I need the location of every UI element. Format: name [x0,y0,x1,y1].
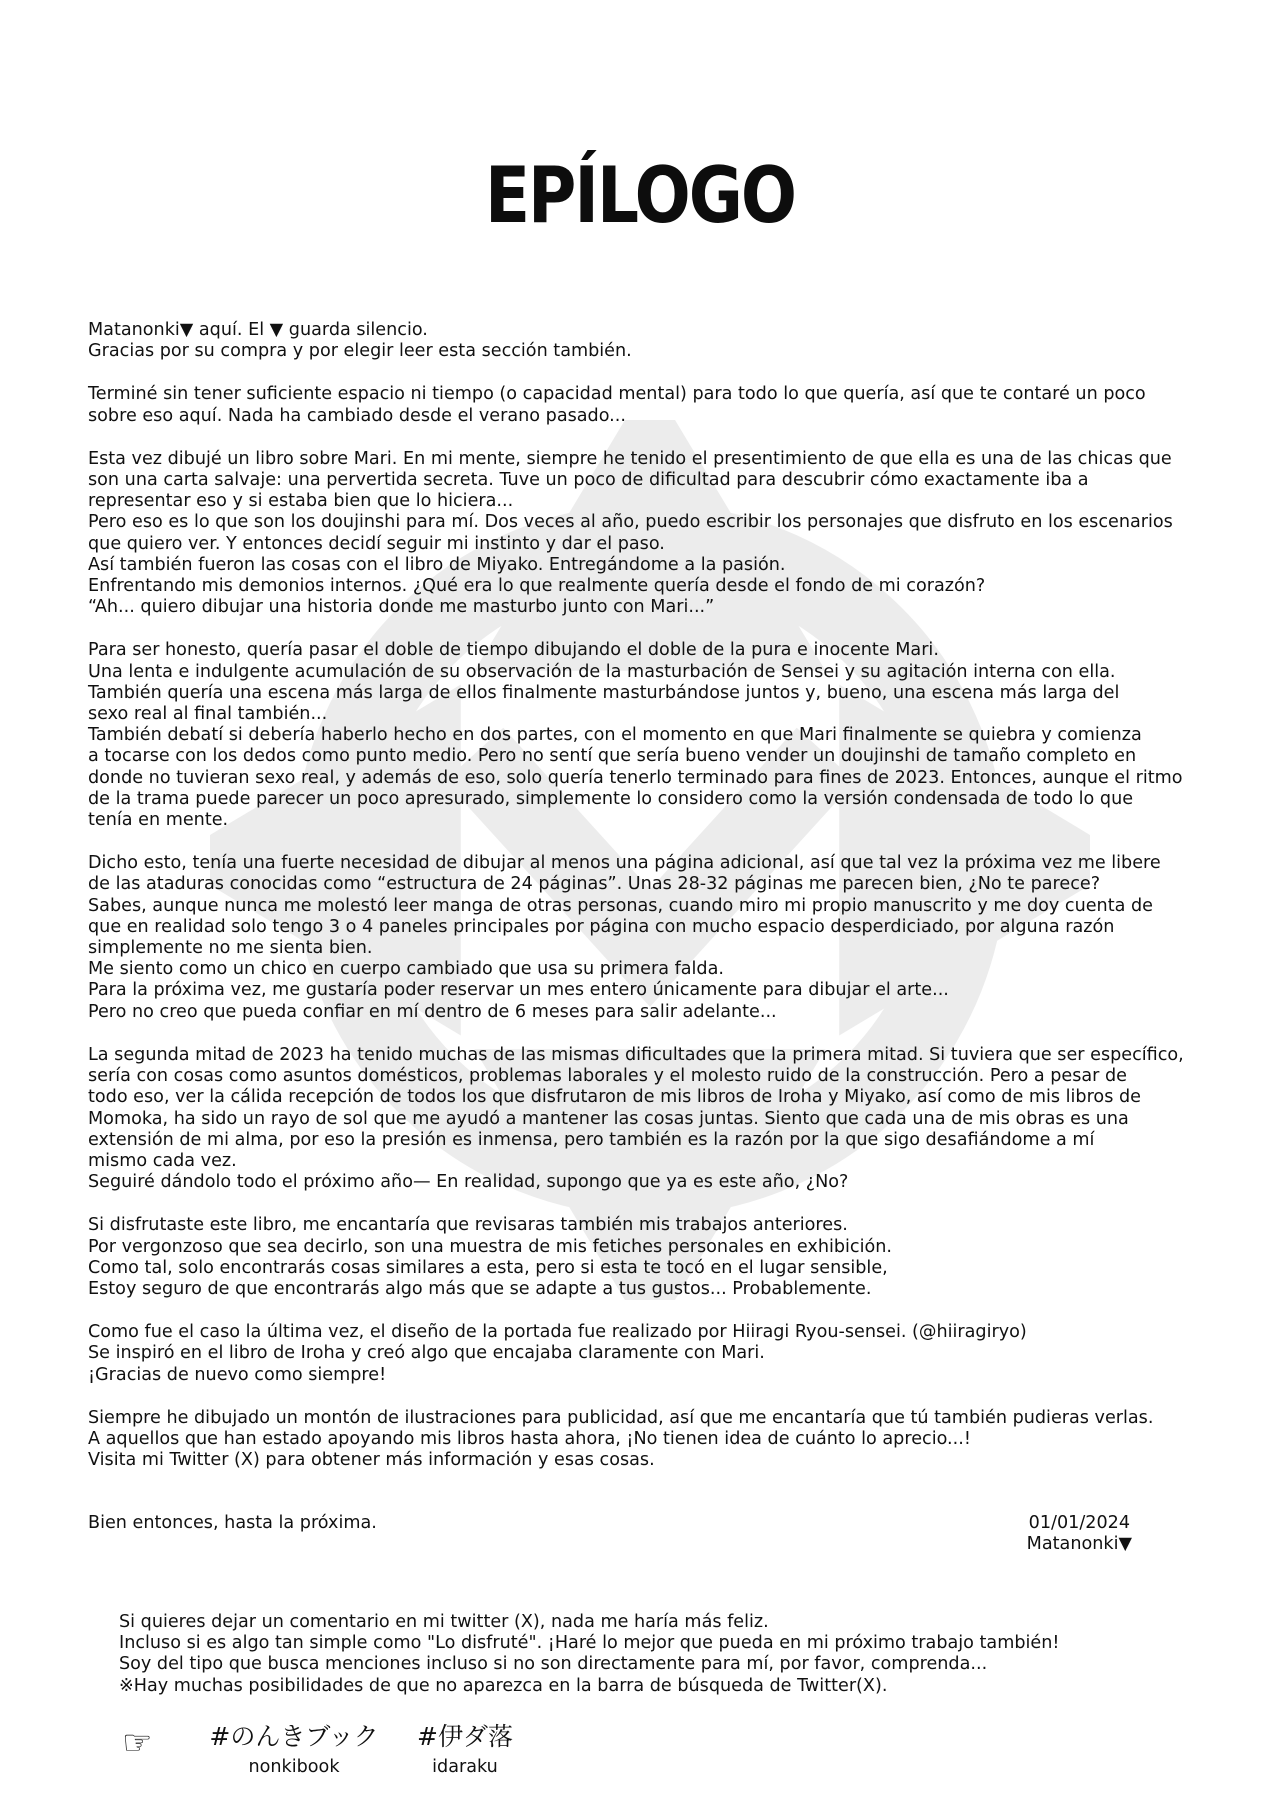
paragraph [88,853,1198,1023]
paragraph-line: Visita mi Twitter (X) para obtener más información y esas cosas. [88,1450,655,1471]
paragraph-line: extensión de mi alma, por eso la presión es inmensa, pero también es la razón por la que sigo desafiándome a mí [88,1129,1095,1150]
paragraph-line: Gracias por su compra y por elegir leer esta sección también. [88,341,632,362]
paragraph-line: Se inspiró en el libro de Iroha y creó algo que encajaba claramente con Mari. [88,1343,765,1364]
paragraph-line: Dicho esto, tenía una fuerte necesidad de dibujar al menos una página adicional, así que tal vez la próxima vez me libere [88,853,1161,874]
paragraph-line: También quería una escena más larga de ellos finalmente masturbándose juntos y, bueno, una escena más larga del [88,682,1120,703]
hashtag-nonkibook [204,1722,384,1778]
paragraph [88,449,1198,619]
paragraph-line: sobre eso aquí. Nada ha cambiado desde el verano pasado... [88,405,626,426]
paragraph-line: son una carta salvaje: una pervertida secreta. Tuve un poco de dificultad para descubrir cómo exactamente iba a [88,470,1089,491]
paragraph-line: Para la próxima vez, me gustaría poder reservar un mes entero únicamente para dibujar el arte... [88,980,949,1001]
paragraph [88,640,1198,831]
paragraph-line: Como tal, solo encontrarás cosas similares a esta, pero si esta te tocó en el lugar sensible, [88,1257,888,1278]
paragraph-line: Momoka, ha sido un rayo de sol que me ayudó a mantener las cosas juntas. Siento que cada una de mis obras es una [88,1108,1129,1129]
paragraph-line: de las ataduras conocidas como “estructura de 24 páginas”. Unas 28-32 páginas me parecen bien, ¿No te parece? [88,874,1101,895]
paragraph-line: Matanonki▼ aquí. El ▼ guarda silencio. [88,320,428,340]
pointing-hand-icon: ☞ [122,1723,153,1763]
paragraph-line: Como fue el caso la última vez, el diseño de la portada fue realizado por Hiiragi Ryou-sensei. (@hiiragiryo) [88,1322,1027,1343]
paragraph-line: Pero no creo que pueda confiar en mí dentro de 6 meses para salir adelante... [88,1001,777,1022]
paragraph-line: “Ah... quiero dibujar una historia donde me masturbo junto con Mari...” [88,597,715,618]
paragraph [88,1215,1198,1300]
signature-date: 01/01/2024 [1028,1513,1131,1533]
hashtag-romaji: nonkibook [248,1757,340,1777]
paragraph [88,1408,1198,1472]
paragraph [88,384,1198,426]
hashtag-romaji: idaraku [432,1757,498,1777]
hashtags [122,1722,722,1792]
epilogue-body [88,320,1198,1493]
paragraph-line: La segunda mitad de 2023 ha tenido muchas de las mismas dificultades que la primera mitad. Si tuviera que ser específico, [88,1044,1184,1065]
paragraph-line: Pero eso es lo que son los doujinshi para mí. Dos veces al año, puedo escribir los personajes que disfruto en los escenarios [88,512,1173,533]
paragraph-line: También debatí si debería haberlo hecho en dos partes, con el momento en que Mari finalmente se quiebra y comienza [88,725,1142,746]
paragraph-line: que en realidad solo tengo 3 o 4 paneles principales por página con mucho espacio desperdiciado, por alguna razón [88,916,1115,937]
paragraph-line: Enfrentando mis demonios internos. ¿Qué era lo que realmente quería desde el fondo de mi corazón? [88,576,986,597]
paragraph-line: Esta vez dibujé un libro sobre Mari. En mi mente, siempre he tenido el presentimiento de que ella es una de las chicas que [88,448,1172,469]
closing-line: Bien entonces, hasta la próxima. [88,1513,377,1533]
paragraph-line: Seguiré dándolo todo el próximo año— En realidad, supongo que ya es este año, ¿No? [88,1172,849,1193]
footer-note-line: Incluso si es algo tan simple como "Lo disfruté". ¡Haré lo mejor que pueda en mi próximo trabajo también! [119,1633,1060,1654]
paragraph-line: Para ser honesto, quería pasar el doble de tiempo dibujando el doble de la pura e inocente Mari. [88,640,939,661]
paragraph-line: Estoy seguro de que encontrarás algo más que se adapte a tus gustos... Probablemente. [88,1278,872,1299]
hashtag-text: #のんきブック [209,1722,379,1751]
paragraph-line: ¡Gracias de nuevo como siempre! [88,1364,387,1385]
paragraph-line: que quiero ver. Y entonces decidí seguir mi instinto y dar el paso. [88,533,665,554]
hashtag-idaraku [400,1722,530,1778]
paragraph-line: Terminé sin tener suficiente espacio ni tiempo (o capacidad mental) para todo lo que quería, así que te contaré un poco [88,384,1146,405]
signature-block [1027,1513,1132,1555]
paragraph-line: Sabes, aunque nunca me molestó leer manga de otras personas, cuando miro mi propio manuscrito y me doy cuenta de [88,895,1153,916]
paragraph-line: simplemente no me sienta bien. [88,938,373,959]
paragraph-line: de la trama puede parecer un poco apresurado, simplemente lo considero como la versión condensada de todo lo que [88,788,1134,809]
paragraph-line: sería con cosas como asuntos domésticos, problemas laborales y el molesto ruido de la construcción. Pero a pesar de [88,1066,1127,1087]
footer-note-line: ※Hay muchas posibilidades de que no aparezca en la barra de búsqueda de Twitter(X). [119,1675,888,1696]
footer-note-line: Si quieres dejar un comentario en mi twitter (X), nada me haría más feliz. [119,1612,769,1632]
paragraph-line: Así también fueron las cosas con el libro de Miyako. Entregándome a la pasión. [88,554,786,575]
footer-note [119,1612,1199,1697]
paragraph [88,1322,1198,1386]
paragraph-line: Una lenta e indulgente acumulación de su observación de la masturbación de Sensei y su agitación interna con ella. [88,661,1116,682]
paragraph [88,1045,1198,1193]
paragraph-line: a tocarse con los dedos como punto medio. Pero no sentí que sería bueno vender un doujinshi de tamaño completo en [88,746,1137,767]
paragraph-line: donde no tuvieran sexo real, y además de eso, solo quería tenerlo terminado para fines de 2023. Entonces, aunque el ritmo [88,767,1183,788]
paragraph-line: Siempre he dibujado un montón de ilustraciones para publicidad, así que me encantaría que tú también pudieras verlas. [88,1407,1154,1428]
paragraph-line: todo eso, ver la cálida recepción de todos los que disfrutaron de mis libros de Iroha y Miyako, así como de mis libros de [88,1087,1141,1108]
page-title: EPÍLOGO [484,150,796,241]
paragraph-line: representar eso y si estaba bien que lo hiciera... [88,491,514,512]
footer-note-line: Soy del tipo que busca menciones incluso si no son directamente para mí, por favor, comprenda... [119,1654,988,1675]
paragraph-line: mismo cada vez. [88,1150,237,1171]
paragraph-line: Si disfrutaste este libro, me encantaría que revisaras también mis trabajos anteriores. [88,1215,848,1236]
paragraph-line: Por vergonzoso que sea decirlo, son una muestra de mis fetiches personales en exhibición. [88,1236,892,1257]
hashtag-text: #伊ダ落 [417,1722,513,1751]
paragraph-line: Me siento como un chico en cuerpo cambiado que usa su primera falda. [88,959,724,980]
signature-author: Matanonki▼ [1026,1534,1132,1555]
paragraph-line: tenía en mente. [88,810,229,831]
paragraph-line: sexo real al final también... [88,704,328,725]
paragraph-line: A aquellos que han estado apoyando mis libros hasta ahora, ¡No tienen idea de cuánto lo aprecio...! [88,1428,971,1449]
paragraph [88,320,1198,362]
